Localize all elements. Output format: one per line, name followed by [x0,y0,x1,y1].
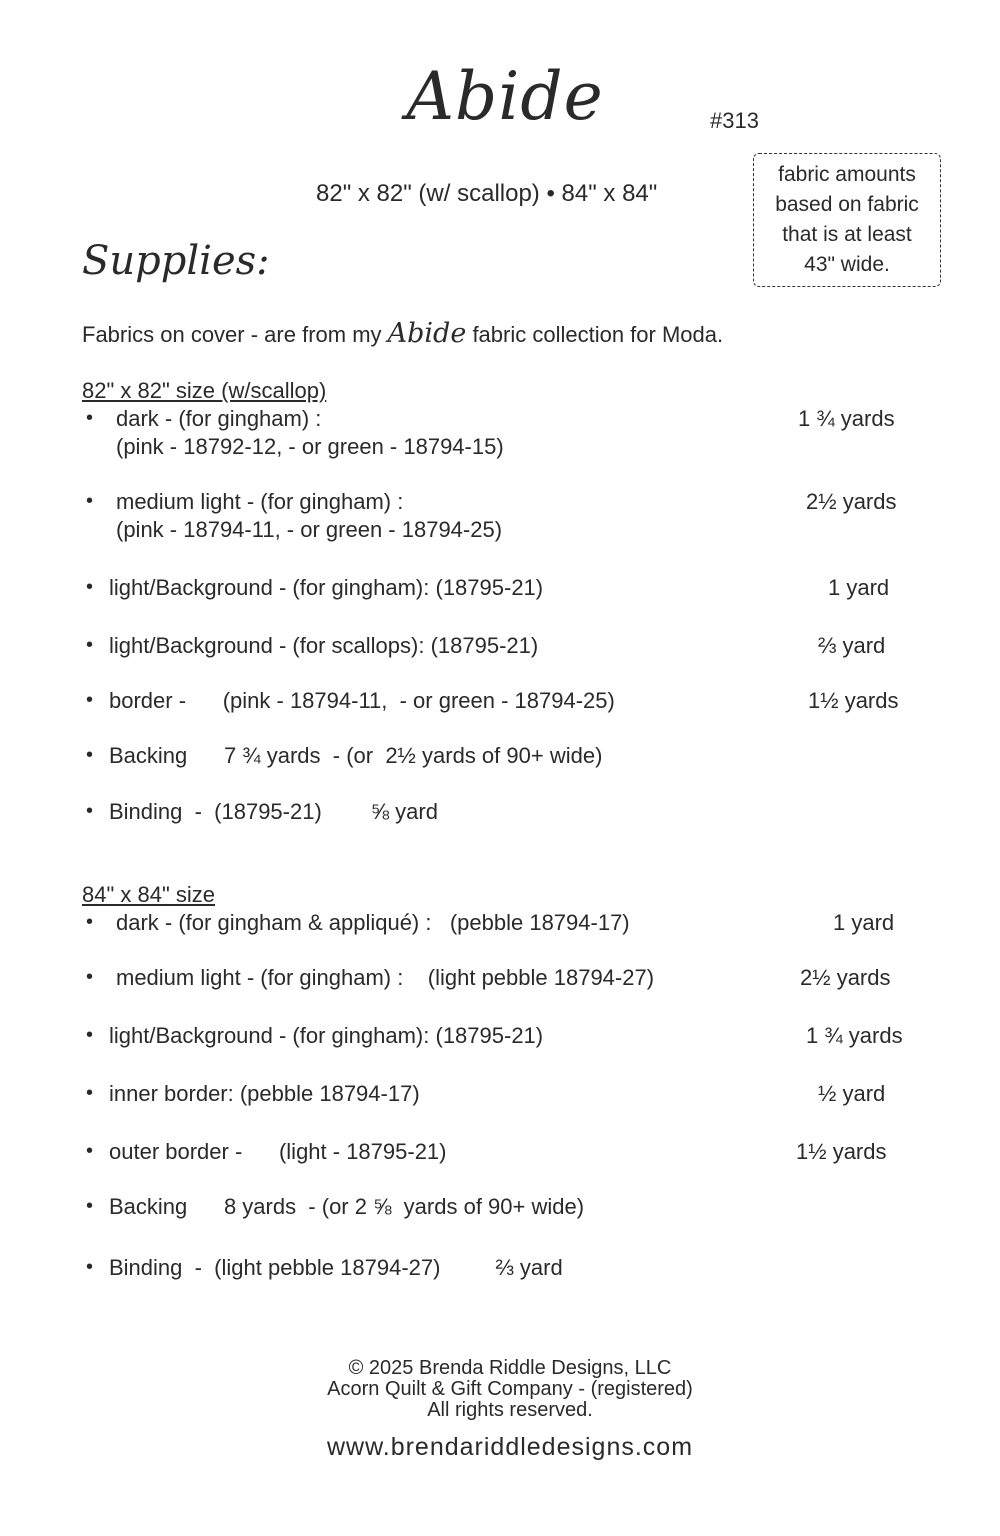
rights-line: All rights reserved. [427,1399,593,1421]
bullet: • [86,1256,94,1278]
supply-item: Binding - (18795-21) ⅝ yard [109,799,438,824]
supply-item-detail: (pink - 18794-11, - or green - 18794-25) [116,517,503,542]
supply-item: Binding - (light pebble 18794-27) ⅔ yard [109,1255,563,1280]
supply-amount: ½ yard [818,1081,886,1106]
supply-item: Backing 7 ¾ yards - (or 2½ yards of 90+ wide) [109,743,603,768]
supply-amount: 1 ¾ yards [798,406,895,431]
bullet: • [86,744,94,766]
supply-amount: 1½ yards [796,1139,887,1164]
intro-after: fabric collection for Moda. [466,322,724,347]
bullet: • [86,576,94,598]
bullet: • [86,911,94,933]
supply-item: medium light - (for gingham) : (light pebble 18794-27) [116,965,655,990]
pattern-number: #313 [710,108,759,133]
note-line: based on fabric [775,193,919,216]
supply-item: Backing 8 yards - (or 2 ⅝ yards of 90+ wide) [109,1194,585,1219]
note-line: that is at least [782,223,912,246]
supply-amount: 2½ yards [800,965,891,990]
bullet: • [86,1140,94,1162]
intro-before: Fabrics on cover - are from my [82,322,388,347]
note-line: fabric amounts [778,163,916,186]
section-heading-82: 82" x 82" size (w/scallop) [82,378,327,403]
intro-text [82,318,723,349]
supply-amount: 1 ¾ yards [806,1023,903,1048]
supply-amount: 2½ yards [806,489,897,514]
website-url[interactable]: www.brendariddledesigns.com [326,1433,694,1461]
collection-name: Abide [387,318,467,349]
bullet: • [86,966,94,988]
company-line: Acorn Quilt & Gift Company - (registered) [327,1378,693,1400]
bullet: • [86,634,94,656]
supply-item: light/Background - (for gingham): (18795-21) [109,1023,544,1048]
bullet: • [86,1082,94,1104]
quilt-sizes: 82" x 82" (w/ scallop) • 84" x 84" [316,180,658,207]
supply-item-detail: (pink - 18792-12, - or green - 18794-15) [116,434,504,459]
supply-amount: 1½ yards [808,688,899,713]
section-heading-84: 84" x 84" size [82,882,216,907]
supply-item: border - (pink - 18794-11, - or green - 18794-25) [109,688,615,713]
note-line: 43" wide. [804,253,890,276]
bullet: • [86,800,94,822]
bullet: • [86,1195,94,1217]
supply-amount: ⅔ yard [818,633,886,658]
copyright-line: © 2025 Brenda Riddle Designs, LLC [348,1357,672,1379]
supply-item: light/Background - (for gingham): (18795-21) [109,575,544,600]
supply-amount: 1 yard [828,575,890,600]
supplies-heading: Supplies: [82,238,270,284]
supply-item: dark - (for gingham & appliqué) : (pebble 18794-17) [116,910,630,935]
supply-amount: 1 yard [833,910,895,935]
bullet: • [86,407,94,429]
supply-item: medium light - (for gingham) : [116,489,404,514]
supply-item: light/Background - (for scallops): (18795-21) [109,633,539,658]
supply-item: inner border: (pebble 18794-17) [109,1081,420,1106]
supply-item: dark - (for gingham) : [116,406,322,431]
fabric-width-note [753,153,941,287]
pattern-title: Abide [406,58,604,135]
bullet: • [86,1024,94,1046]
bullet: • [86,490,94,512]
supply-item: outer border - (light - 18795-21) [109,1139,447,1164]
bullet: • [86,689,94,711]
